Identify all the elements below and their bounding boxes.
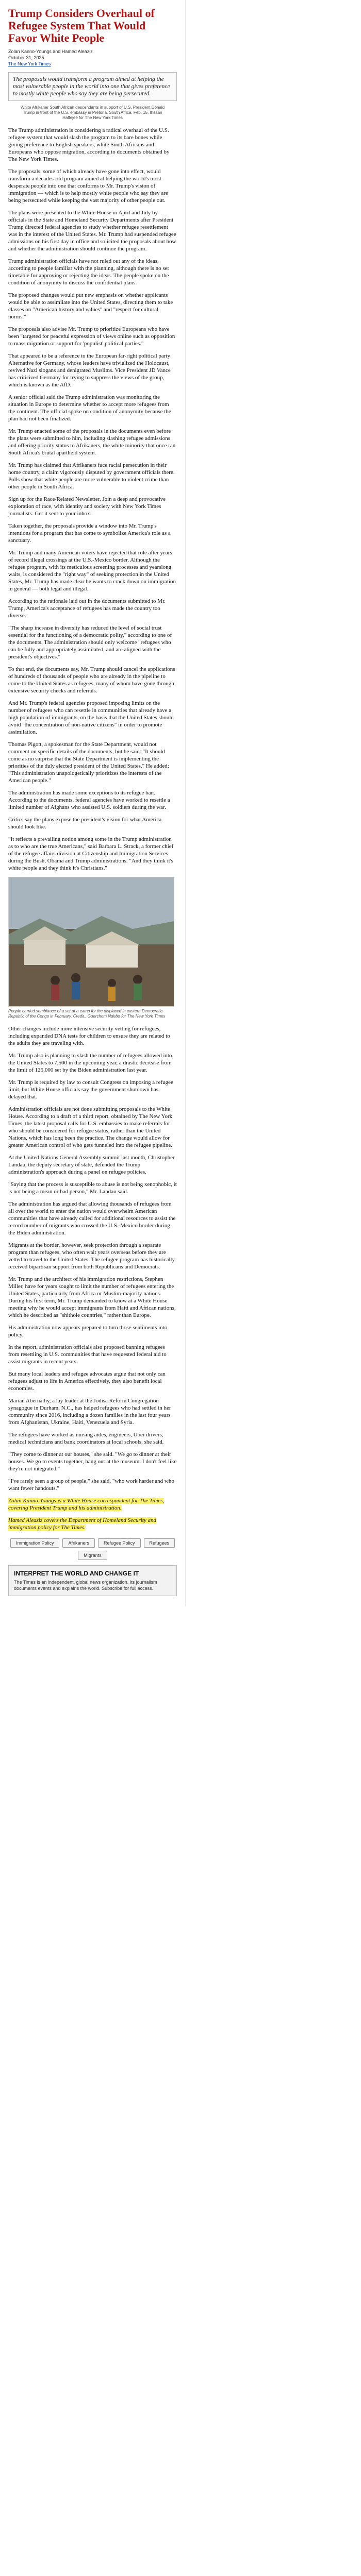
article-paragraph: "It reflects a prevailing notion among some in the Trump administration as to who are the true Americans," said Barbara L. Strack, a former chief of the refugee affairs division at Citizenship and Immigration Services during the Bush, Obama and Trump administrations. "And they think it's white people and they think it's Christians." <box>8 836 174 871</box>
article-paragraph: The proposed changes would put new emphasis on whether applicants would be able to assimilate into the United States, directing them to take classes on "American history and values" and "respect for cultural norms." <box>8 292 173 320</box>
article-paragraph: But many local leaders and refugee advocates argue that not only can refugees adjust to life in America effectively, they also benefit local economies. <box>8 1371 166 1392</box>
article-headline: Trump Considers Overhaul of Refugee System That Would Favor White People <box>8 7 155 44</box>
article-paragraph: "They come to dinner at our houses," she said. "We go to dinner at their houses. We go to events together, hang out at the museum. I don't feel like they're not integrated." <box>8 1451 177 1472</box>
article-paragraph <box>8 168 177 204</box>
article-paragraph: Mr. Trump enacted some of the proposals in the documents even before the plans were submitted to him, including slashing refugee admissions and offering priority status to Afrikaners, the white minority that once ran South Africa's brutal apartheid system. <box>8 428 176 456</box>
author-bio <box>8 1497 177 1512</box>
article-paragraph: Marian Abernathy, a lay leader at the Jodisa Reform Congregation synagogue in Durham, N.C., has helped refugees who had settled in her community since 2016, including a dozen families in the last four years from Afghanistan, Ukraine, Haiti, Venezuela and Syria. <box>8 1398 171 1426</box>
article-photo <box>8 877 174 1007</box>
photo-illustration <box>9 877 174 1006</box>
article-paragraph: That appeared to be a reference to the European far-right political party Alternative for Germany, whose leaders have trivialized the Holocaust, revived Nazi slogans and denigrated Muslims. Vice President JD Vance has criticized Germany for trying to suppress the views of the group, which is known as the AfD. <box>8 353 171 388</box>
article-paragraph: And Mr. Trump's federal agencies proposed imposing limits on the number of refugees who can resettle in communities that already have a high population of immigrants, on the basis that the United States should avoid "the concentration of non-native citizens" in order to promote assimilation. <box>8 700 174 735</box>
article-paragraph: The administration has argued that allowing thousands of refugees from all over the world to enter the nation would overwhelm American communities that have already called for additional resources to assist the record number of migrants who crossed the U.S.-Mexico border during the Biden administration. <box>8 1201 176 1236</box>
author-bio-text: Hamed Aleaziz covers the Department of Homeland Security and immigration policy for The Times. <box>8 1517 156 1531</box>
article-paragraph: Mr. Trump also is planning to slash the number of refugees allowed into the United States to 7,500 in the upcoming year, a drastic decrease from the limit of 125,000 set by the Biden administration last year. <box>8 1053 172 1073</box>
article-paragraph: The administration has made some exceptions to its refugee ban. According to the documents, federal agencies have worked to resettle a limited number of Afghans who assisted U.S. soldiers during the war. <box>8 790 170 810</box>
article-paragraph: The Trump administration is considering a radical overhaul of the U.S. refugee system that would slash the program to its bare bones while giving preference to English speakers, white South Africans and Europeans who oppose migration, according to documents obtained by The New York Times. <box>8 127 170 162</box>
footer-text: The Times is an independent, global news organization. Its journalism documents events and explains the world. Subscribe for full access. <box>14 1580 157 1591</box>
article-paragraph: "The sharp increase in diversity has reduced the level of social trust essential for the functioning of a democratic polity," according to one of the documents. The administration should only welcome "refugees who can be fully and appropriately assimilated, and are aligned with the president's objectives." <box>8 625 172 660</box>
article-paragraph: Thomas Pigott, a spokesman for the State Department, would not comment on specific details of the documents, but he said: "It should come as no surprise that the State Department is implementing the priorities of the duly elected president of the United States." He added: "This administration unapologetically prioritizes the interests of the American people." <box>8 741 169 784</box>
article-paragraph: Critics say the plans expose the president's vision for what America should look like. <box>8 817 162 830</box>
article-paragraph: Administration officials are not done submitting proposals to the White House. According to a draft of a third report, obtained by The New York Times, the latest proposal calls for U.S. embassies to make referrals for who should be considered for refugee status, rather than the United Nations, which has long been the practice. The change would allow for greater American control of who gets funneled into the refugee pipeline. <box>8 1106 173 1148</box>
article-paragraph: To that end, the documents say, Mr. Trump should cancel the applications of hundreds of thousands of people who are already in the pipeline to come to the United States as refugees, many of whom have gone through extensive security checks and referrals. <box>8 666 175 694</box>
article-paragraph: The plans were presented to the White House in April and July by officials in the State and Homeland Security Departments after President Trump directed federal agencies to study whether refugee resettlement was in the interest of the United States. Mr. Trump had suspended refugee admissions on his first day in office and solicited the proposals about how and whether the administration should continue the program. <box>8 210 176 252</box>
article-date: October 31, 2025 <box>8 55 44 60</box>
article-paragraph: Mr. Trump is required by law to consult Congress on imposing a refugee limit, but White House officials say the government shutdown has delayed that. <box>8 1079 173 1100</box>
article-paragraph: Mr. Trump and many American voters have rejected that role after years of record illegal crossings at the U.S.-Mexico border. Although the refugee program, with its meticulous screening processes and yearslong waits, is considered the "right way" of seeking protection in the United States, Mr. Trump has made clear he wants to crack down on immigration in general — both legal and illegal. <box>8 550 176 592</box>
author-bio <box>8 1517 177 1531</box>
topic-tag[interactable]: Refugees <box>144 1538 175 1548</box>
article-byline: Zolan Kanno-Youngs and Hamed Aleaziz <box>8 49 93 54</box>
topic-tags <box>8 1538 177 1560</box>
article-paragraph: A senior official said the Trump administration was monitoring the situation in Europe to determine whether to accept more refugees from the continent. The official spoke on condition of anonymity because the plan had not been finalized. <box>8 394 171 422</box>
footer-promo <box>8 1565 177 1596</box>
article-paragraph: Migrants at the border, however, seek protection through a separate program than refugees, who often wait years overseas before they are vetted to travel to the United States. The refugee program has historically received bipartisan support from both Republicans and Democrats. <box>8 1242 175 1270</box>
article-paragraph-text: The proposals, some of which already have gone into effect, would transform a decades-old program aimed at helping the world's most desperate people into one that conforms to Mr. Trump's vision of immigration — which is to help mostly white people who say they are being persecuted while keeping the vast majority of other people out. <box>8 168 168 204</box>
article-paragraph: In the report, administration officials also proposed banning refugees from resettling in U.S. communities that have requested federal aid to assist migrants in recent years. <box>8 1344 167 1365</box>
article-paragraph: The proposals also advise Mr. Trump to prioritize Europeans who have been "targeted for peaceful expression of views online such as opposition to mass migration or support for 'populist' political parties." <box>8 326 175 347</box>
article-paragraph: The refugees have worked as nursing aides, engineers, Uber drivers, medical technicians and bank coordinators at local schools, she said. <box>8 1432 164 1445</box>
article-frame <box>0 0 186 1606</box>
article-paragraph: "Saying that the process is susceptible to abuse is not being xenophobic, it is not being a mean or bad person," Mr. Landau said. <box>8 1181 177 1195</box>
topic-tag[interactable]: Refugee Policy <box>98 1538 141 1548</box>
article-summary: The proposals would transform a program aimed at helping the most vulnerable people in the world into one that gives preference to mostly white people who say they are being persecuted. <box>8 72 177 101</box>
article-paragraph: At the United Nations General Assembly summit last month, Christopher Landau, the deputy secretary of state, defended the Trump administration's approach during a panel on refugee policies. <box>8 1155 175 1175</box>
photo-caption: People carried semblance of a set at a camp for the displaced in eastern Democratic Republic of the Congo in February. Credit...Guerchom Ndebo for The New York Times <box>8 1009 166 1019</box>
article-paragraph: Mr. Trump and the architect of his immigration restrictions, Stephen Miller, have for years sought to limit the number of refugees entering the United States, particularly from Africa or Muslim-majority nations. During his first term, Mr. Trump demanded to know at a White House meeting why he would accept immigrants from Haiti and African nations, which he described as "shithole countries," rather than Europe. <box>8 1276 176 1318</box>
topic-tag[interactable]: Afrikaners <box>62 1538 95 1548</box>
article-paragraph: Trump administration officials have not ruled out any of the ideas, according to people familiar with the planning, although there is no set timetable for approving or rejecting the ideas. The people spoke on the condition of anonymity to discuss the confidential plans. <box>8 258 169 286</box>
topic-tag[interactable]: Migrants <box>78 1551 107 1560</box>
top-photo-caption: White Afrikaner South African descendants in support of U.S. President Donald Trump in front of the U.S. embassy in Pretoria, South Africa, Feb. 15. Ihsaan Haffejee for The New York Times <box>20 105 165 120</box>
newsletter-promo[interactable]: Sign up for the Race/Related Newsletter. Join a deep and provocative exploration of race, with identity and society with New York Times journalists. Get it sent to your inbox. <box>8 496 166 517</box>
article-paragraph: His administration now appears prepared to turn those sentiments into policy. <box>8 1325 168 1338</box>
footer-title: INTERPRET THE WORLD AND CHANGE IT <box>14 1570 139 1577</box>
topic-tag[interactable]: Immigration Policy <box>10 1538 60 1548</box>
article-paragraph: According to the rationale laid out in the documents submitted to Mr. Trump, America's acceptance of refugees has made the country too diverse. <box>8 598 166 619</box>
article-source-link[interactable]: The New York Times <box>8 61 51 66</box>
article-paragraph: Mr. Trump has claimed that Afrikaners face racial persecution in their home country, a claim vigorously disputed by government officials there. Polls show that white people are more vulnerable to violent crime than other people in South Africa. <box>8 462 175 490</box>
article-paragraph: Other changes include more intensive security vetting for refugees, including expanded DNA tests for children to ensure they are related to the adults they are traveling with. <box>8 1026 170 1046</box>
author-bio-text: Zolan Kanno-Youngs is a White House correspondent for The Times, covering President Trump and his administration. <box>8 1498 165 1511</box>
article-paragraph: "I've rarely seen a group of people," she said, "who work harder and who want fewer handouts." <box>8 1478 174 1492</box>
article-paragraph: Taken together, the proposals provide a window into Mr. Trump's intentions for a program that has come to symbolize America's role as a sanctuary. <box>8 523 171 544</box>
